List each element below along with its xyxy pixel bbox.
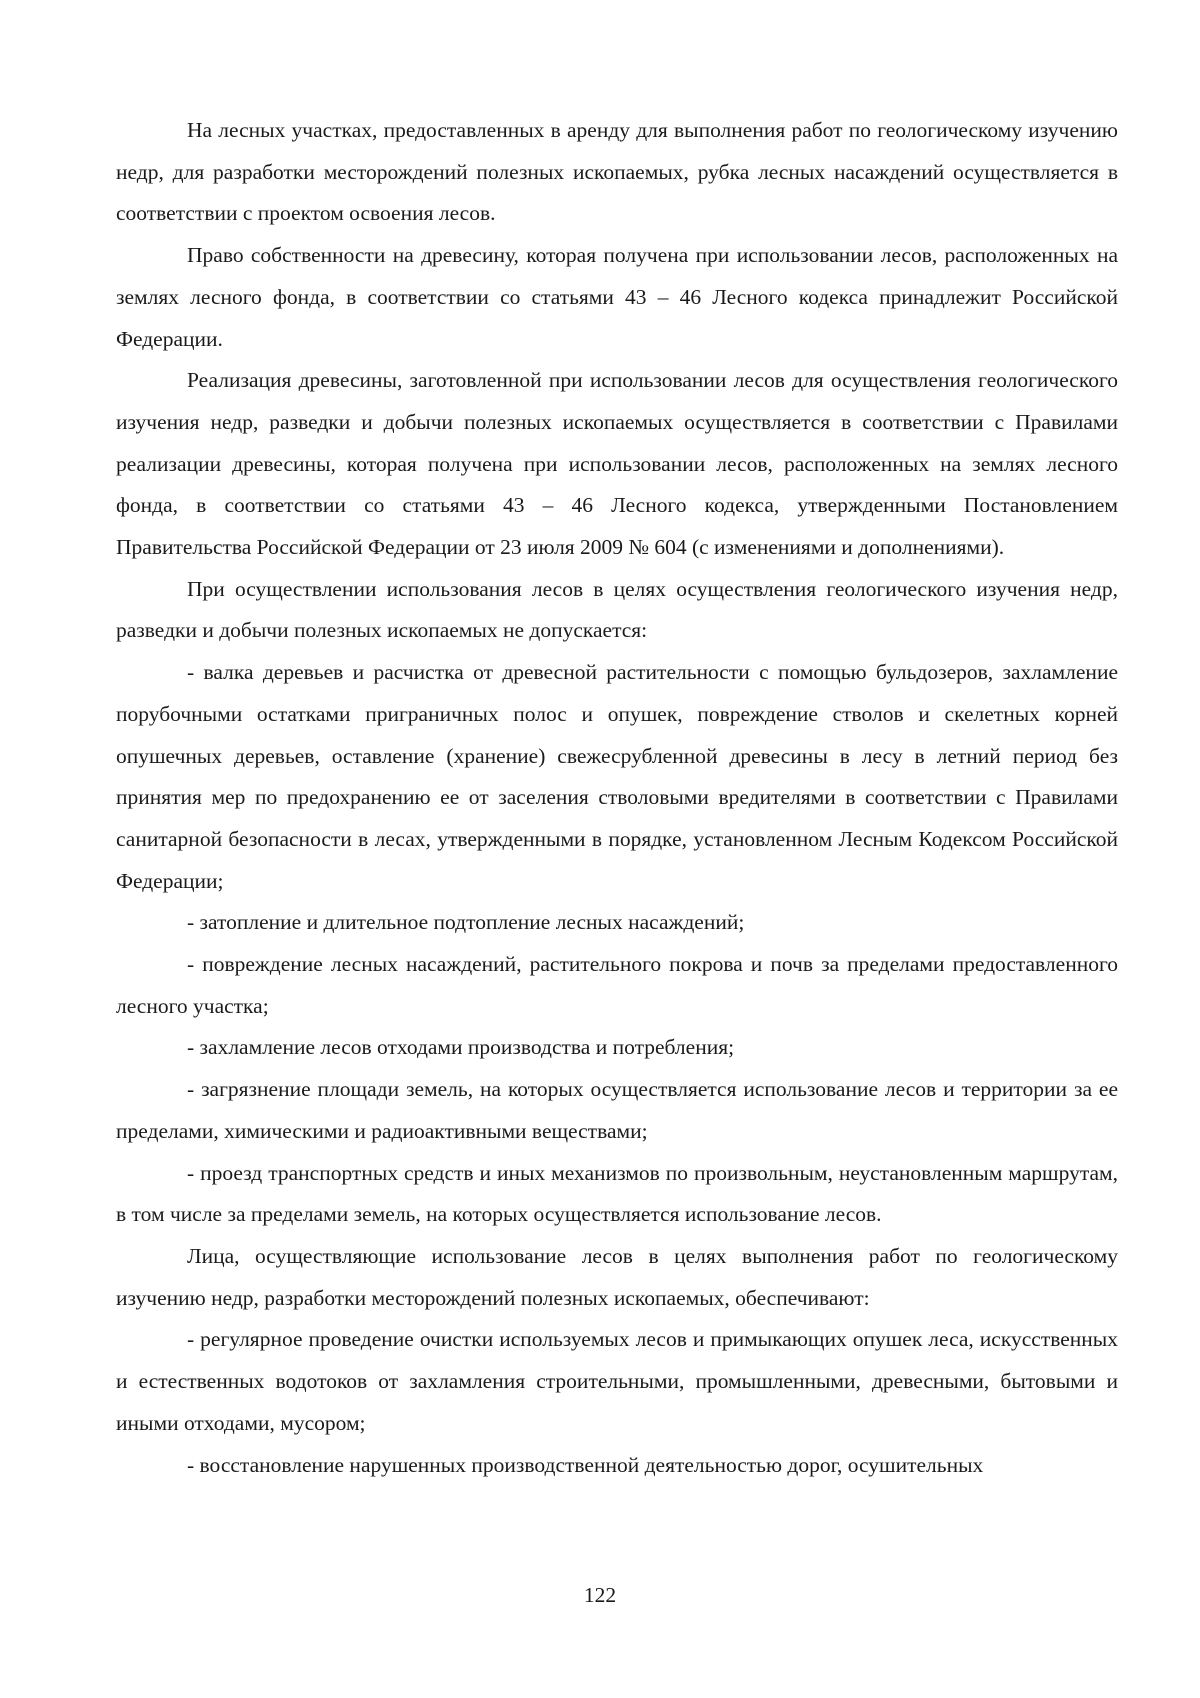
list-item-littering: - захламление лесов отходами производства и потребления; — [187, 1035, 735, 1060]
list-item-flooding: - затопление и длительное подтопление лесных насаждений; — [187, 910, 745, 935]
list-item-road-restoration: - восстановление нарушенных производственной деятельностью дорог, осушительных — [187, 1452, 984, 1477]
list-item-vehicle-passage: - проезд транспортных средств и иных механизмов по произвольным, неустановленным маршрутам, в том числе за пределами земель, на которых осуществляется использование лесов. — [116, 1160, 1118, 1227]
paragraph-timber-ownership: Право собственности на древесину, которая получена при использовании лесов, расположенных на землях лесного фонда, в соответствии со статьями 43 – 46 Лесного кодекса принадлежит Российской Федерации. — [116, 243, 1118, 351]
list-item-cleaning: - регулярное проведение очистки используемых лесов и примыкающих опушек леса, искусственных и естественных водотоков от захламления строительными, промышленными, древесными, бытовыми и иными отходами, мусором; — [116, 1327, 1118, 1435]
list-item-felling: - валка деревьев и расчистка от древесной растительности с помощью бульдозеров, захламление порубочными остатками приграничных полос и опушек, повреждение стволов и скелетных корней опушечных деревьев, оставление (хранение) свежесрубленной древесины в лесу в летний период без принятия мер по предохранению ее от заселения стволовыми вредителями в соответствии с Правилами санитарной безопасности в лесах, утвержденными в порядке, установленном Лесным Кодексом Российской Федерации; — [116, 660, 1118, 893]
paragraph-obligations-intro: Лица, осуществляющие использование лесов в целях выполнения работ по геологическому изучению недр, разработки месторождений полезных ископаемых, обеспечивают: — [116, 1243, 1118, 1310]
paragraph-forest-plots-lease: На лесных участках, предоставленных в аренду для выполнения работ по геологическому изучению недр, для разработки месторождений полезных ископаемых, рубка лесных насаждений осуществляется в соответствии с проектом освоения лесов. — [116, 118, 1118, 226]
document-body — [116, 110, 1118, 1486]
page-number: 122 — [583, 1583, 617, 1607]
paragraph-timber-sale: Реализация древесины, заготовленной при использовании лесов для осуществления геологического изучения недр, разведки и добычи полезных ископаемых осуществляется в соответствии с Правилами реализации древесины, которая получена при использовании лесов, расположенных на землях лесного фонда, в соответствии со статьями 43 – 46 Лесного кодекса, утвержденными Постановлением Правительства Российской Федерации от 23 июля 2009 № 604 (с изменениями и дополнениями). — [116, 368, 1118, 560]
list-item-damage: - повреждение лесных насаждений, растительного покрова и почв за пределами предоставленного лесного участка; — [116, 952, 1118, 1018]
list-item-pollution: - загрязнение площади земель, на которых осуществляется использование лесов и территории за ее пределами, химическими и радиоактивными веществами; — [116, 1077, 1118, 1143]
paragraph-prohibitions-intro: При осуществлении использования лесов в целях осуществления геологического изучения недр, разведки и добычи полезных ископаемых не допускается: — [116, 576, 1118, 643]
